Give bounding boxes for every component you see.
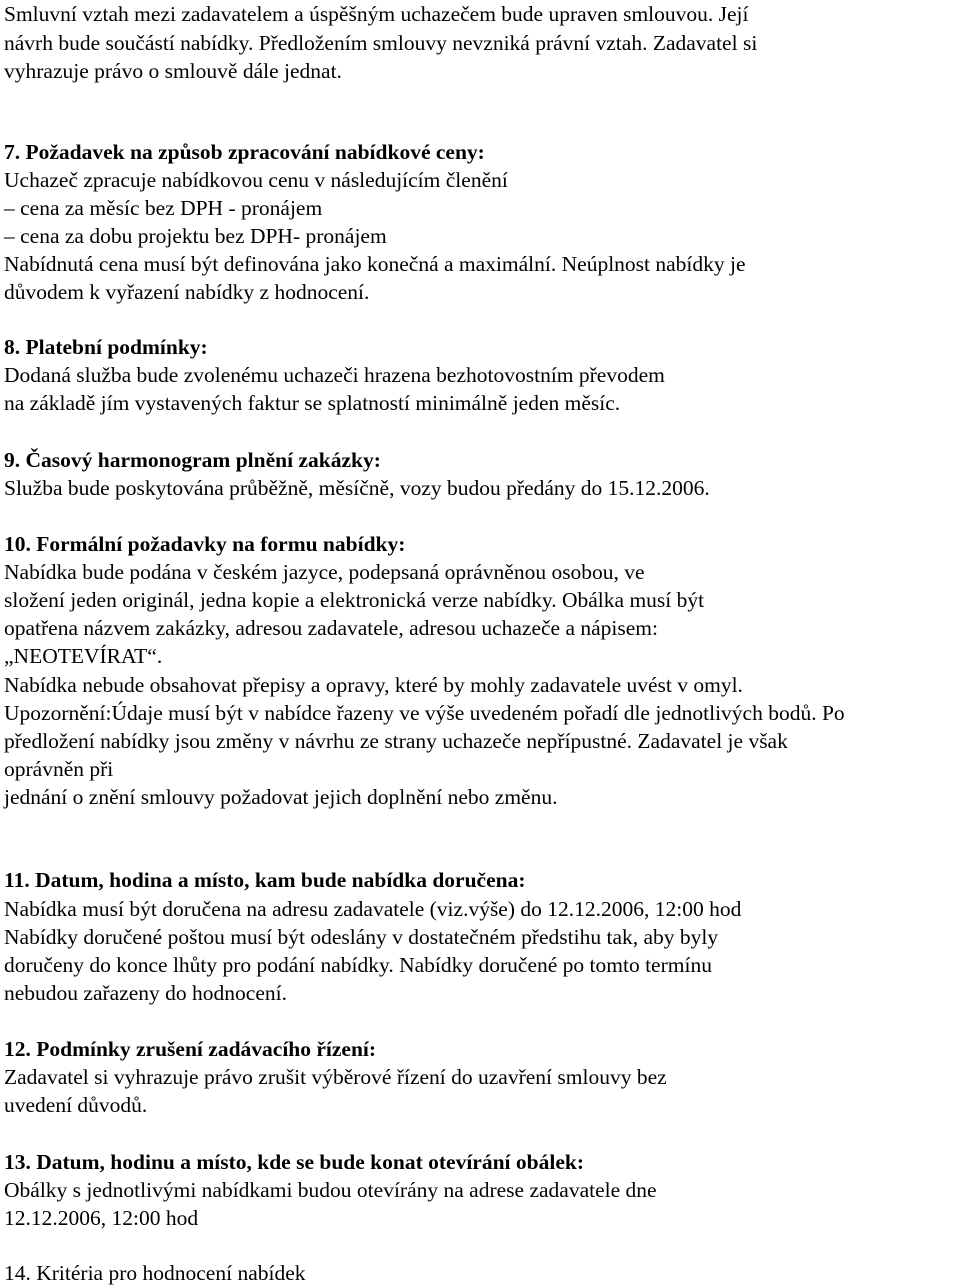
section-11-number: 11. bbox=[4, 868, 30, 892]
section-10-line-4: „NEOTEVÍRAT“. bbox=[4, 644, 163, 668]
section-10-heading bbox=[4, 530, 405, 558]
section-13-line-1: Obálky s jednotlivými nabídkami budou otevírány na adrese zadavatele dne bbox=[4, 1178, 657, 1202]
intro-line-3: vyhrazuje právo o smlouvě dále jednat. bbox=[4, 59, 342, 83]
section-10-line-5: Nabídka nebude obsahovat přepisy a opravy, které by mohly zadavatele uvést v omyl. bbox=[4, 673, 743, 697]
section-12-title: Podmínky zrušení zadávacího řízení: bbox=[36, 1037, 377, 1061]
section-7-heading bbox=[4, 138, 485, 166]
section-7-line-4: Nabídnutá cena musí být definována jako konečná a maximální. Neúplnost nabídky je bbox=[4, 252, 746, 276]
section-8-line-2: na základě jím vystavených faktur se splatností minimálně jeden měsíc. bbox=[4, 391, 621, 415]
section-10-line-2: složení jeden originál, jedna kopie a elektronická verze nabídky. Obálka musí být bbox=[4, 588, 705, 612]
section-10-line-6: Upozornění:Údaje musí být v nabídce řazeny ve výše uvedeném pořadí dle jednotlivých bodů. Po bbox=[4, 701, 845, 725]
section-11-title: Datum, hodina a místo, kam bude nabídka doručena: bbox=[35, 868, 526, 892]
section-12-number: 12. bbox=[4, 1037, 31, 1061]
section-7-line-5: důvodem k vyřazení nabídky z hodnocení. bbox=[4, 280, 370, 304]
section-7-title: Požadavek na způsob zpracování nabídkové ceny: bbox=[25, 140, 485, 164]
section-10-line-7: předložení nabídky jsou změny v návrhu ze strany uchazeče nepřípustné. Zadavatel je však bbox=[4, 729, 788, 753]
section-8-title: Platební podmínky: bbox=[25, 335, 208, 359]
section-9-heading bbox=[4, 446, 381, 474]
section-14-heading: 14. Kritéria pro hodnocení nabídek bbox=[4, 1261, 306, 1285]
section-13-heading bbox=[4, 1148, 584, 1176]
section-7-line-1: Uchazeč zpracuje nabídkovou cenu v následujícím členění bbox=[4, 168, 508, 192]
section-8-line-1: Dodaná služba bude zvolenému uchazeči hrazena bezhotovostním převodem bbox=[4, 363, 665, 387]
section-7-number: 7. bbox=[4, 140, 21, 164]
section-12-heading bbox=[4, 1035, 376, 1063]
section-13-title: Datum, hodinu a místo, kde se bude konat otevírání obálek: bbox=[36, 1150, 584, 1174]
section-10-line-9: jednání o znění smlouvy požadovat jejich doplnění nebo změnu. bbox=[4, 785, 558, 809]
section-11-line-3: doručeny do konce lhůty pro podání nabídky. Nabídky doručené po tomto termínu bbox=[4, 953, 712, 977]
section-9-number: 9. bbox=[4, 448, 21, 472]
section-9-line-1: Služba bude poskytována průběžně, měsíčně, vozy budou předány do 15.12.2006. bbox=[4, 476, 710, 500]
section-10-line-8: oprávněn při bbox=[4, 757, 114, 781]
section-11-heading bbox=[4, 866, 526, 894]
section-8-number: 8. bbox=[4, 335, 21, 359]
section-12-line-2: uvedení důvodů. bbox=[4, 1093, 148, 1117]
section-10-line-1: Nabídka bude podána v českém jazyce, podepsaná oprávněnou osobou, ve bbox=[4, 560, 645, 584]
intro-line-2: návrh bude součástí nabídky. Předložením smlouvy nevzniká právní vztah. Zadavatel si bbox=[4, 31, 758, 55]
section-13-number: 13. bbox=[4, 1150, 31, 1174]
section-7-line-3: – cena za dobu projektu bez DPH- pronájem bbox=[4, 224, 387, 248]
section-11-line-4: nebudou zařazeny do hodnocení. bbox=[4, 981, 287, 1005]
section-8-heading bbox=[4, 333, 208, 361]
intro-line-1: Smluvní vztah mezi zadavatelem a úspěšným uchazečem bude upraven smlouvou. Její bbox=[4, 2, 749, 26]
section-10-title: Formální požadavky na formu nabídky: bbox=[36, 532, 406, 556]
section-11-line-2: Nabídky doručené poštou musí být odeslány v dostatečném předstihu tak, aby byly bbox=[4, 925, 719, 949]
section-13-line-2: 12.12.2006, 12:00 hod bbox=[4, 1206, 199, 1230]
section-10-number: 10. bbox=[4, 532, 31, 556]
section-12-line-1: Zadavatel si vyhrazuje právo zrušit výběrové řízení do uzavření smlouvy bez bbox=[4, 1065, 667, 1089]
section-9-title: Časový harmonogram plnění zakázky: bbox=[25, 448, 381, 472]
section-11-line-1: Nabídka musí být doručena na adresu zadavatele (viz.výše) do 12.12.2006, 12:00 hod bbox=[4, 897, 742, 921]
section-7-line-2: – cena za měsíc bez DPH - pronájem bbox=[4, 196, 323, 220]
section-10-line-3: opatřena názvem zakázky, adresou zadavatele, adresou uchazeče a nápisem: bbox=[4, 616, 658, 640]
